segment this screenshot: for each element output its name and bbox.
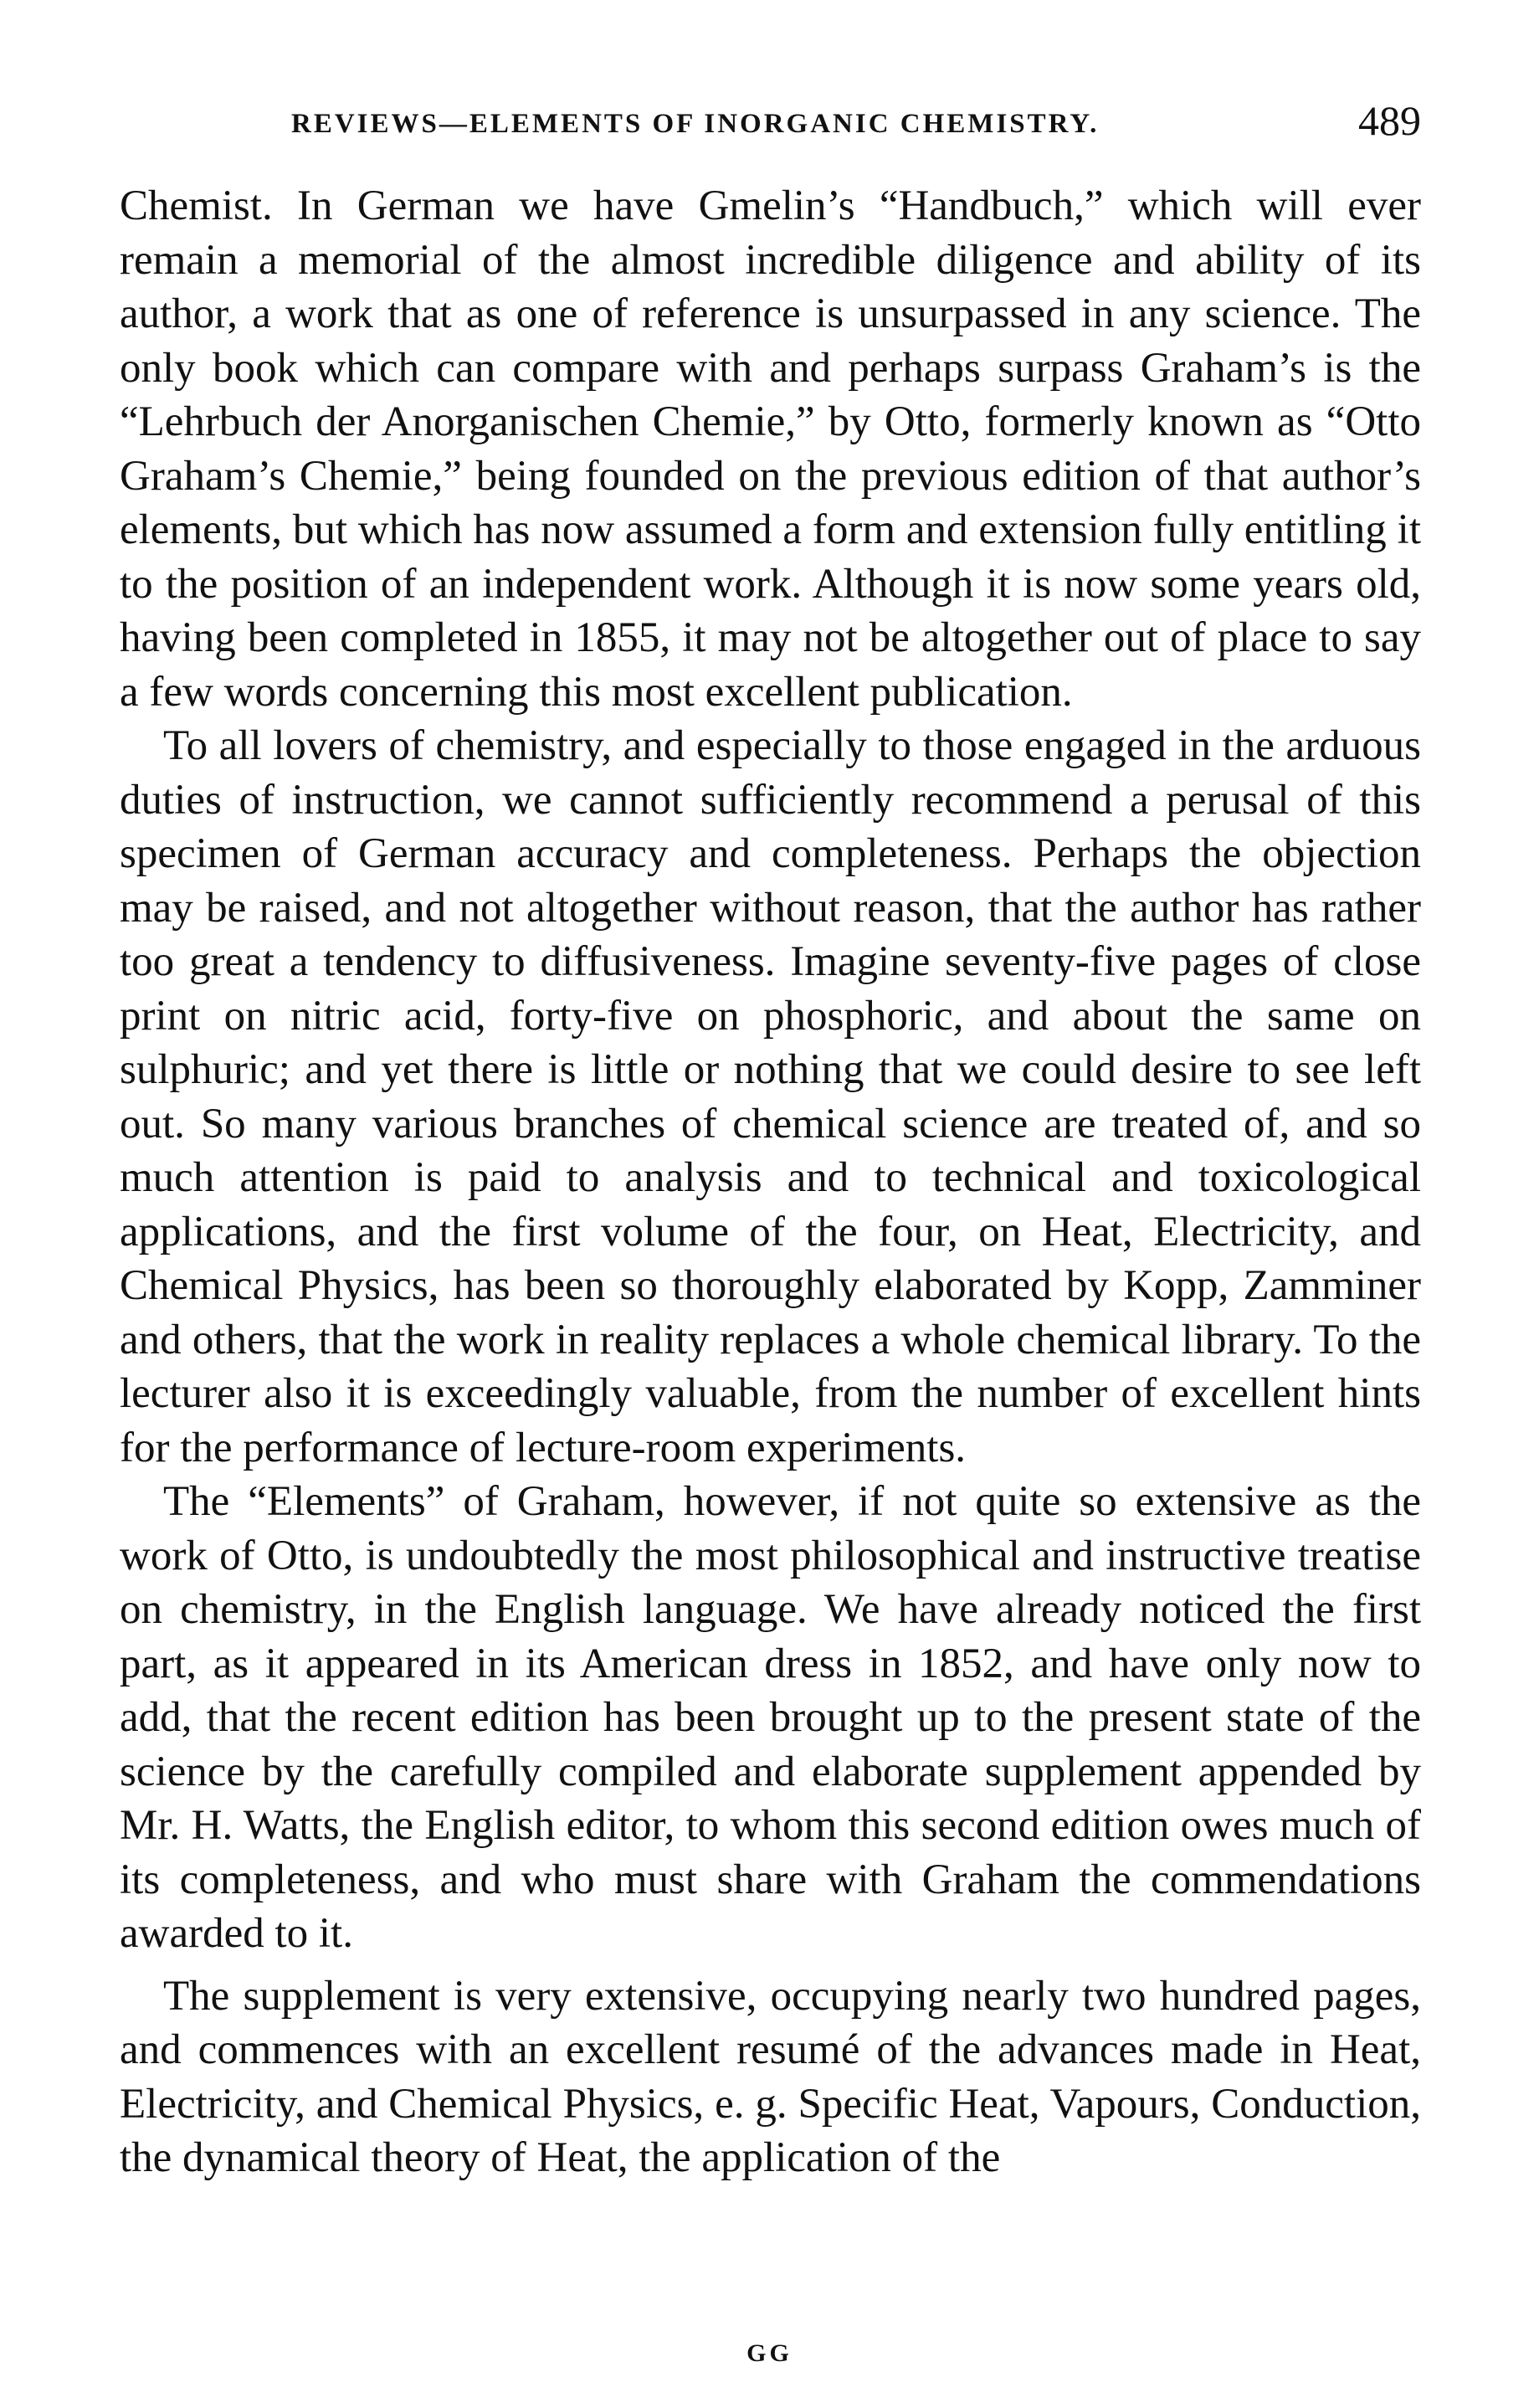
paragraph-2: To all lovers of chemistry, and especially to those engaged in the arduous duties of instruction, we cannot sufficiently recommend a perusal of this specimen of German accuracy and completeness. Perhaps the objection may be raised, and not altogether without reason, that the author has rather too great a tendency to diffusiveness. Imagine seventy-five pages of close print on nitric acid, forty-five on phosphoric, and about the same on sulphuric; and yet there is little or nothing that we could desire to see left out. So many various branches of chemical science are treated of, and so much attention is paid to analysis and to technical and toxicological applications, and the first volume of the four, on Heat, Electricity, and Chemical Physics, has been so thoroughly elaborated by Kopp, Zamminer and others, that the work in reality replaces a whole chemical library. To the lecturer also it is exceedingly valuable, from the number of excellent hints for the performance of lecture-room experiments. (120, 722, 1421, 1471)
body-text (120, 179, 1421, 2185)
paragraph-3: The “Elements” of Graham, however, if not quite so extensive as the work of Otto, is undoubtedly the most philosophical and instructive treatise on chemistry, in the English language. We have already noticed the first part, as it appeared in its American dress in 1852, and have only now to add, that the recent edition has been brought up to the present state of the science by the carefully compiled and elaborate supplement appended by Mr. H. Watts, the English editor, to whom this second edition owes much of its completeness, and who must share with Graham the commendations awarded to it. (120, 1478, 1421, 1957)
paragraph-1: Chemist. In German we have Gmelin’s “Handbuch,” which will ever remain a memorial of the almost incredible diligence and ability of its author, a work that as one of reference is unsurpassed in any science. The only book which can compare with and perhaps surpass Graham’s is the “Lehrbuch der Anorganischen Chemie,” by Otto, formerly known as “Otto Graham’s Chemie,” being founded on the previous edition of that author’s elements, but which has now assumed a form and extension fully entitling it to the position of an independent work. Although it is now some years old, having been completed in 1855, it may not be altogether out of place to say a few words concerning this most excellent publication. (120, 182, 1421, 716)
signature-mark: GG (746, 2339, 793, 2367)
running-head (120, 99, 1421, 149)
page-number: 489 (1358, 97, 1421, 144)
running-title: REVIEWS—ELEMENTS OF INORGANIC CHEMISTRY. (291, 109, 1100, 139)
paragraph-4: The supplement is very extensive, occupying nearly two hundred pages, and commences with an excellent resumé of the advances made in Heat, Electricity, and Chemical Physics, e. g. Specific Heat, Vapours, Conduction, the dynamical theory of Heat, the application of the (120, 1972, 1421, 2181)
